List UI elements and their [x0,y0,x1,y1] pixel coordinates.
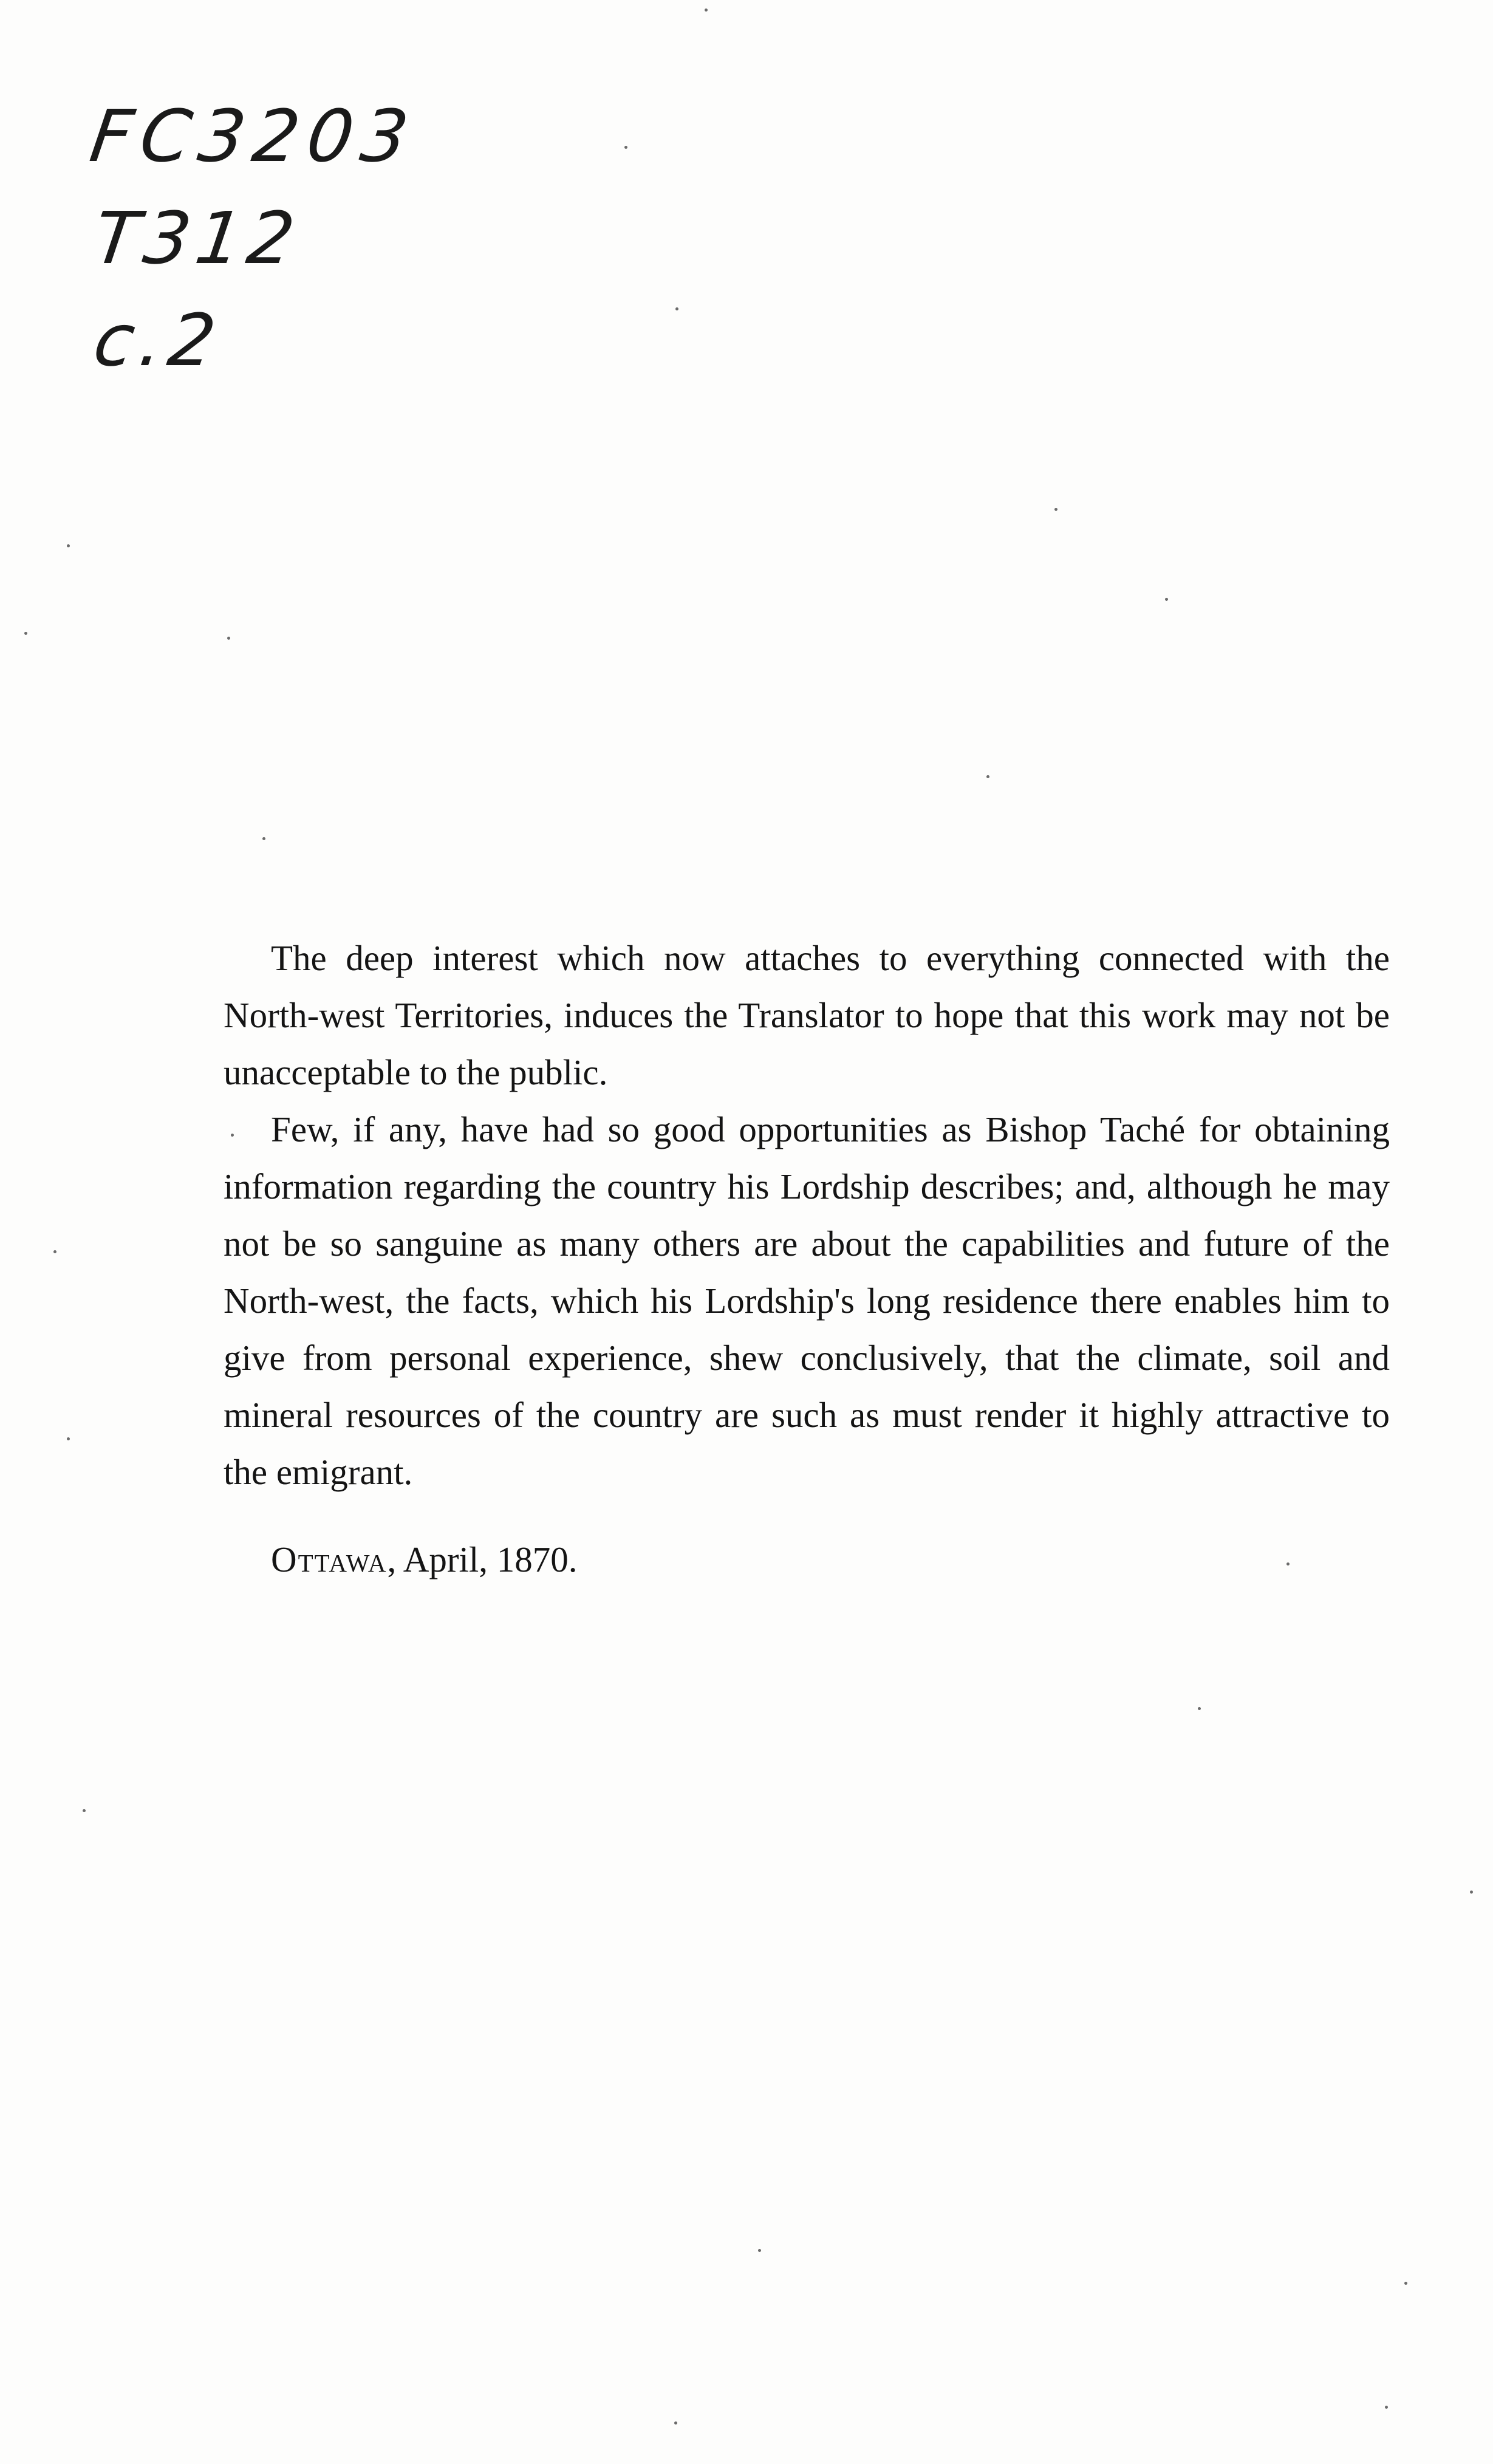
call-number-line-2: T312 [89,196,306,280]
scan-speck [1198,1707,1201,1710]
scan-speck [1165,598,1168,601]
scan-speck [1385,2406,1388,2409]
place-and-date [271,1531,578,1588]
scan-speck [53,1250,56,1253]
preface-paragraph-1: The deep interest which now attaches to everything connected with the North-west Territories, induces the Translator to hope that this work may not be unacceptable to the public. [224,938,1390,1092]
scan-speck [83,1809,86,1812]
scan-speck [24,632,27,635]
preface-paragraph-2: Few, if any, have had so good opportunities as Bishop Taché for obtaining information regarding the country his Lordship describes; and, although he may not be so sanguine as many others are about the capabilities and future of the North-west, the facts, which his Lordship's long residence there enables him to give from personal experience, shew conclusively, that the climate, soil and mineral resources of the country are such as must render it highly attractive to the emigrant. [224,1109,1390,1492]
handwritten-call-number [85,85,422,391]
scan-speck [675,307,678,310]
signature-date: , April, 1870. [387,1539,578,1579]
scan-speck [1404,2282,1407,2285]
scan-speck [67,544,70,547]
scan-speck [758,2249,761,2252]
call-number-line-1: FC3203 [85,94,422,178]
scan-speck [624,146,627,149]
scan-speck [674,2421,677,2425]
scan-speck [227,637,230,640]
scan-speck [231,1134,234,1137]
signature-place: Ottawa [271,1539,388,1579]
scan-speck [262,837,265,840]
call-number-line-3: c.2 [89,298,227,382]
scan-speck [67,1437,70,1440]
scan-speck [705,9,708,12]
scan-speck [986,775,989,778]
scan-speck [1470,1891,1473,1894]
scan-speck [1286,1562,1290,1566]
scan-speck [1054,508,1057,511]
translator-preface [224,929,1390,1501]
